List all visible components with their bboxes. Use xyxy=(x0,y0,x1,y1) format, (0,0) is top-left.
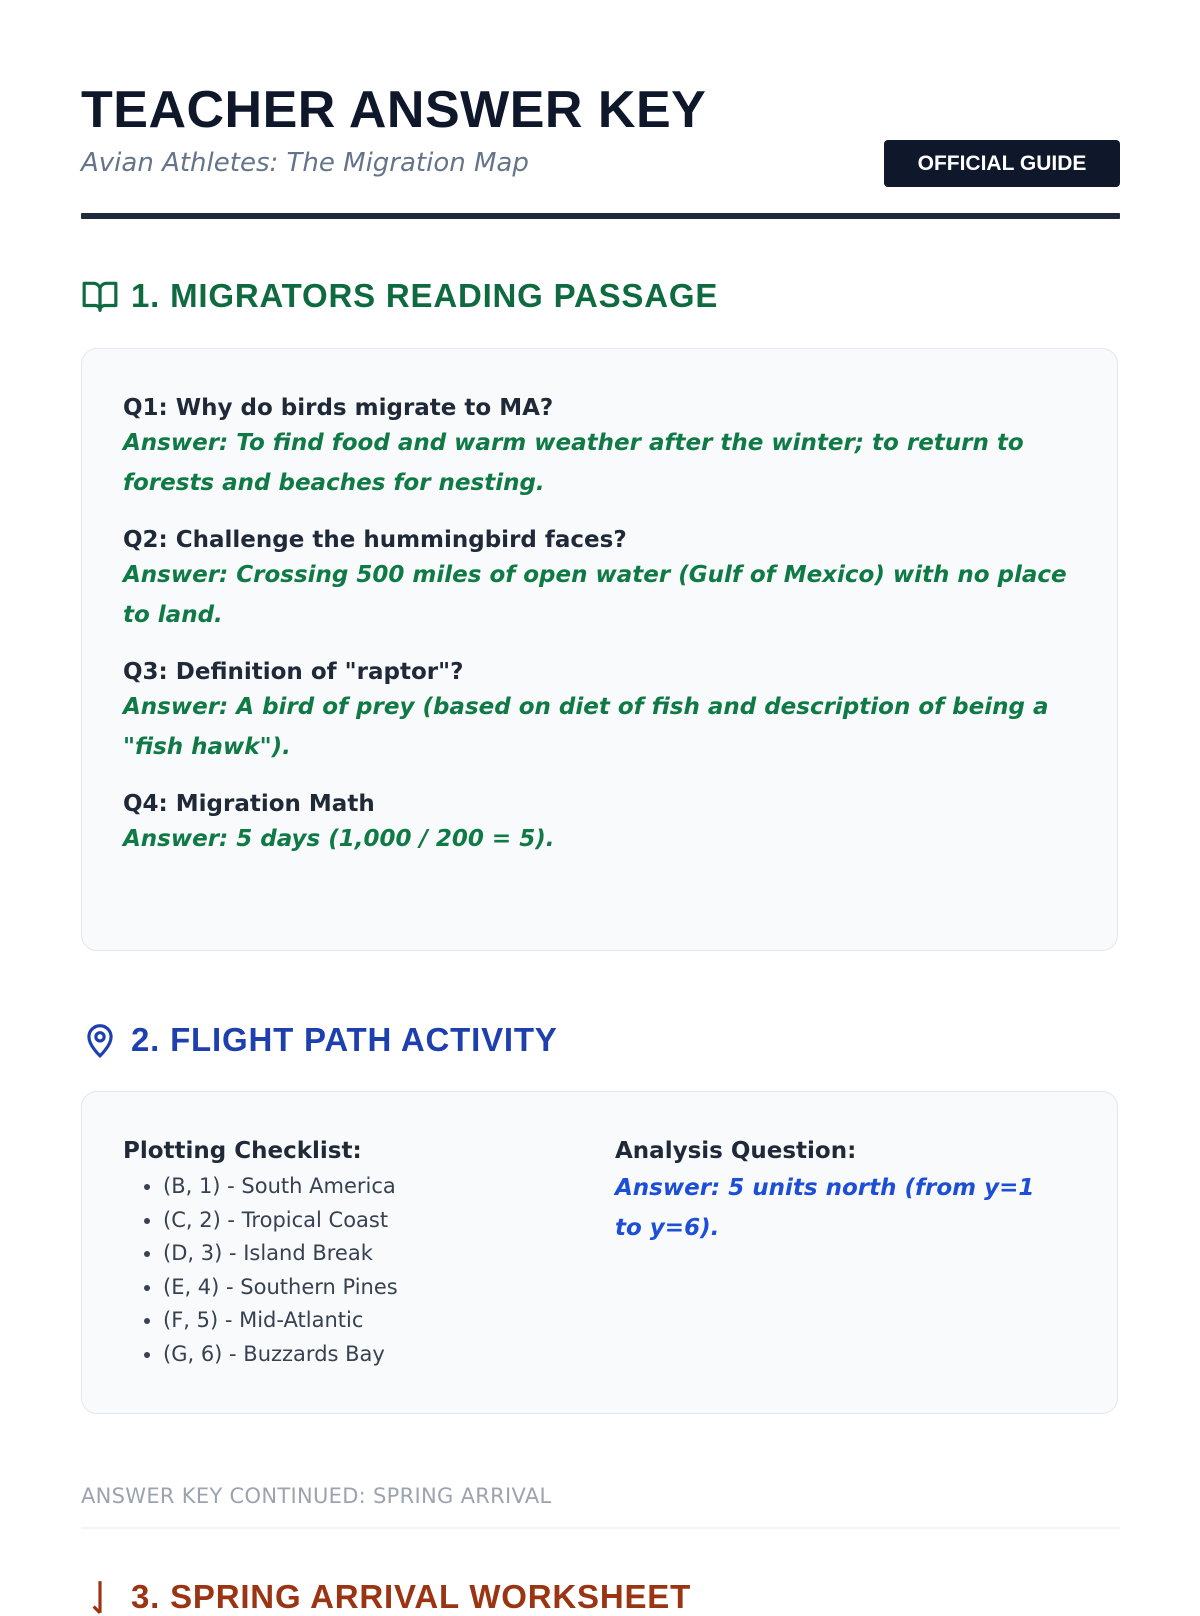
checklist-item: • (D, 3) - Island Break xyxy=(163,1237,615,1271)
official-guide-badge: OFFICIAL GUIDE xyxy=(884,140,1120,187)
answer-4: Answer: 5 days (1,000 / 200 = 5). xyxy=(123,826,555,852)
checklist-list xyxy=(123,1170,615,1372)
question-1: Q1: Why do birds migrate to MA? xyxy=(123,395,554,421)
checklist-item: • (F, 5) - Mid-Atlantic xyxy=(163,1304,615,1338)
page-title: TEACHER ANSWER KEY xyxy=(81,81,707,139)
header-divider xyxy=(81,213,1120,219)
answer-1: Answer: To find food and warm weather after the winter; to return to forests and beaches for nesting. xyxy=(123,430,1024,496)
answer-3: Answer: A bird of prey (based on diet of fish and description of being a "fish hawk"). xyxy=(123,694,1049,760)
book-open-icon xyxy=(81,277,119,315)
continued-note: ANSWER KEY CONTINUED: SPRING ARRIVAL xyxy=(81,1484,552,1508)
footer-divider xyxy=(81,1527,1120,1529)
checklist-item: • (B, 1) - South America xyxy=(163,1170,615,1204)
question-4: Q4: Migration Math xyxy=(123,791,375,817)
checklist-item: • (C, 2) - Tropical Coast xyxy=(163,1204,615,1238)
checklist-label: Plotting Checklist: xyxy=(123,1138,362,1164)
analysis-answer: Answer: 5 units north (from y=1 to y=6). xyxy=(615,1175,1035,1241)
reading-answers-card xyxy=(81,348,1118,951)
question-3: Q3: Definition of "raptor"? xyxy=(123,659,464,685)
analysis-question xyxy=(615,1138,1055,1413)
answer-2: Answer: Crossing 500 miles of open water (Gulf of Mexico) with no place to land. xyxy=(123,562,1067,628)
question-2: Q2: Challenge the hummingbird faces? xyxy=(123,527,627,553)
plotting-checklist xyxy=(123,1138,615,1413)
section-3-title: 3. SPRING ARRIVAL WORKSHEET xyxy=(131,1578,692,1615)
section-1-heading xyxy=(81,277,718,315)
section-3-icon xyxy=(81,1578,119,1616)
section-3-heading xyxy=(81,1578,691,1616)
analysis-label: Analysis Question: xyxy=(615,1138,857,1164)
checklist-item: • (E, 4) - Southern Pines xyxy=(163,1271,615,1305)
flight-path-card xyxy=(81,1091,1118,1414)
section-1-title: 1. MIGRATORS READING PASSAGE xyxy=(131,277,719,314)
section-2-heading xyxy=(81,1021,558,1059)
map-pin-icon xyxy=(81,1021,119,1059)
section-2-title: 2. FLIGHT PATH ACTIVITY xyxy=(131,1021,558,1058)
checklist-item: • (G, 6) - Buzzards Bay xyxy=(163,1338,615,1372)
page-subtitle: Avian Athletes: The Migration Map xyxy=(81,148,529,178)
